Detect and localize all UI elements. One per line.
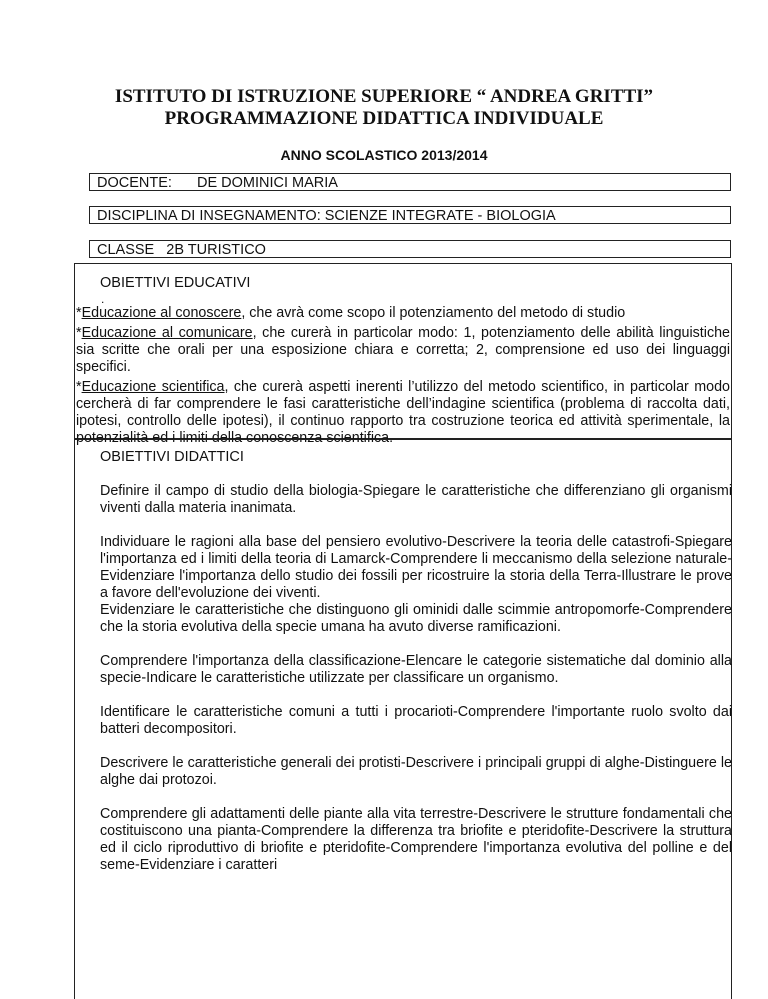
didattico-paragraph: Identificare le caratteristiche comuni a tutti i procarioti-Comprendere l'importante ruolo svolto dai batteri decompositori. <box>100 704 732 737</box>
obiettivi-educativi-heading: OBIETTIVI EDUCATIVI <box>100 275 251 291</box>
program-title: PROGRAMMAZIONE DIDATTICA INDIVIDUALE <box>164 108 604 129</box>
bullet-dot: . <box>101 292 105 306</box>
educativo-item-title: Educazione al comunicare <box>81 325 253 341</box>
didattico-paragraph: Comprendere l'importanza della classificazione-Elencare le categorie sistematiche dal dominio alla specie-Indicare le caratteristiche utilizzate per classificare un organismo. <box>100 653 732 686</box>
educativo-item: *Educazione al conoscere, che avrà come scopo il potenziamento del metodo di studio <box>76 305 626 321</box>
didattico-paragraph: Descrivere le caratteristiche generali dei protisti-Descrivere i principali gruppi di alghe-Distinguere le alghe dai protozoi. <box>100 755 732 788</box>
educativo-item-title: Educazione al conoscere <box>81 305 242 321</box>
obiettivi-didattici-box <box>74 439 732 999</box>
didattico-paragraph: Individuare le ragioni alla base del pensiero evolutivo-Descrivere la teoria delle catastrofi-Spiegare l'importanza ed i limiti della teoria di Lamarck-Comprendere li meccanismo della selezione naturale-Evidenziare l'importanza dello studio dei fossili per ricostruire la storia della Terra-Illustrare le prove a favore dell'evoluzione dei viventi. Evidenziare le caratteristiche che distinguono gli ominidi dalle scimmie antropomorfe-Comprendere che la storia evolutiva della specie umana ha avuto diverse ramificazioni. <box>100 534 732 635</box>
didattico-paragraph: Comprendere gli adattamenti delle piante alla vita terrestre-Descrivere le strutture fondamentali che costituiscono una pianta-Comprendere la differenza tra briofite e pteridofite-Descrivere la struttura ed il ciclo riproduttivo di briofite e pteridofite-Comprendere l'importanza evolutiva del polline e del seme-Evidenziare i caratteri <box>100 806 732 873</box>
obiettivi-didattici-heading: OBIETTIVI DIDATTICI <box>100 449 244 465</box>
didattico-paragraph: Definire il campo di studio della biologia-Spiegare le caratteristiche che differenziano gli organismi viventi dalla materia inanimata. <box>100 483 732 516</box>
educativo-item: *Educazione scientifica, che curerà aspetti inerenti l’utilizzo del metodo scientifico, in particolar modo cercherà di far comprendere le fasi caratteristiche dell’indagine scientifica (problema di raccolta dati, ipotesi, controllo delle ipotesi), il continuo rapporto tra costruzione teorica ed attività sperimentale, la potenzialità ed i limiti della conoscenza scientifica. <box>76 379 730 446</box>
obiettivi-educativi-box <box>74 263 732 446</box>
docente-label: DOCENTE: <box>97 175 172 191</box>
disciplina-field: DISCIPLINA DI INSEGNAMENTO: SCIENZE INTEGRATE - BIOLOGIA <box>89 206 731 224</box>
school-year: ANNO SCOLASTICO 2013/2014 <box>280 147 488 163</box>
educativo-item: *Educazione al comunicare, che curerà in particolar modo: 1, potenziamento delle abilità linguistiche sia scritte che orali per una esposizione chiara e corretta; 2, comprensione ed uso dei linguaggi specifici. <box>76 325 730 375</box>
educativo-item-title: Educazione scientifica <box>81 379 225 395</box>
institute-title: ISTITUTO DI ISTRUZIONE SUPERIORE “ ANDREA GRITTI” <box>114 86 654 107</box>
docente-value: DE DOMINICI MARIA <box>197 175 338 191</box>
docente-field <box>89 173 731 191</box>
classe-field: CLASSE 2B TURISTICO <box>89 240 731 258</box>
